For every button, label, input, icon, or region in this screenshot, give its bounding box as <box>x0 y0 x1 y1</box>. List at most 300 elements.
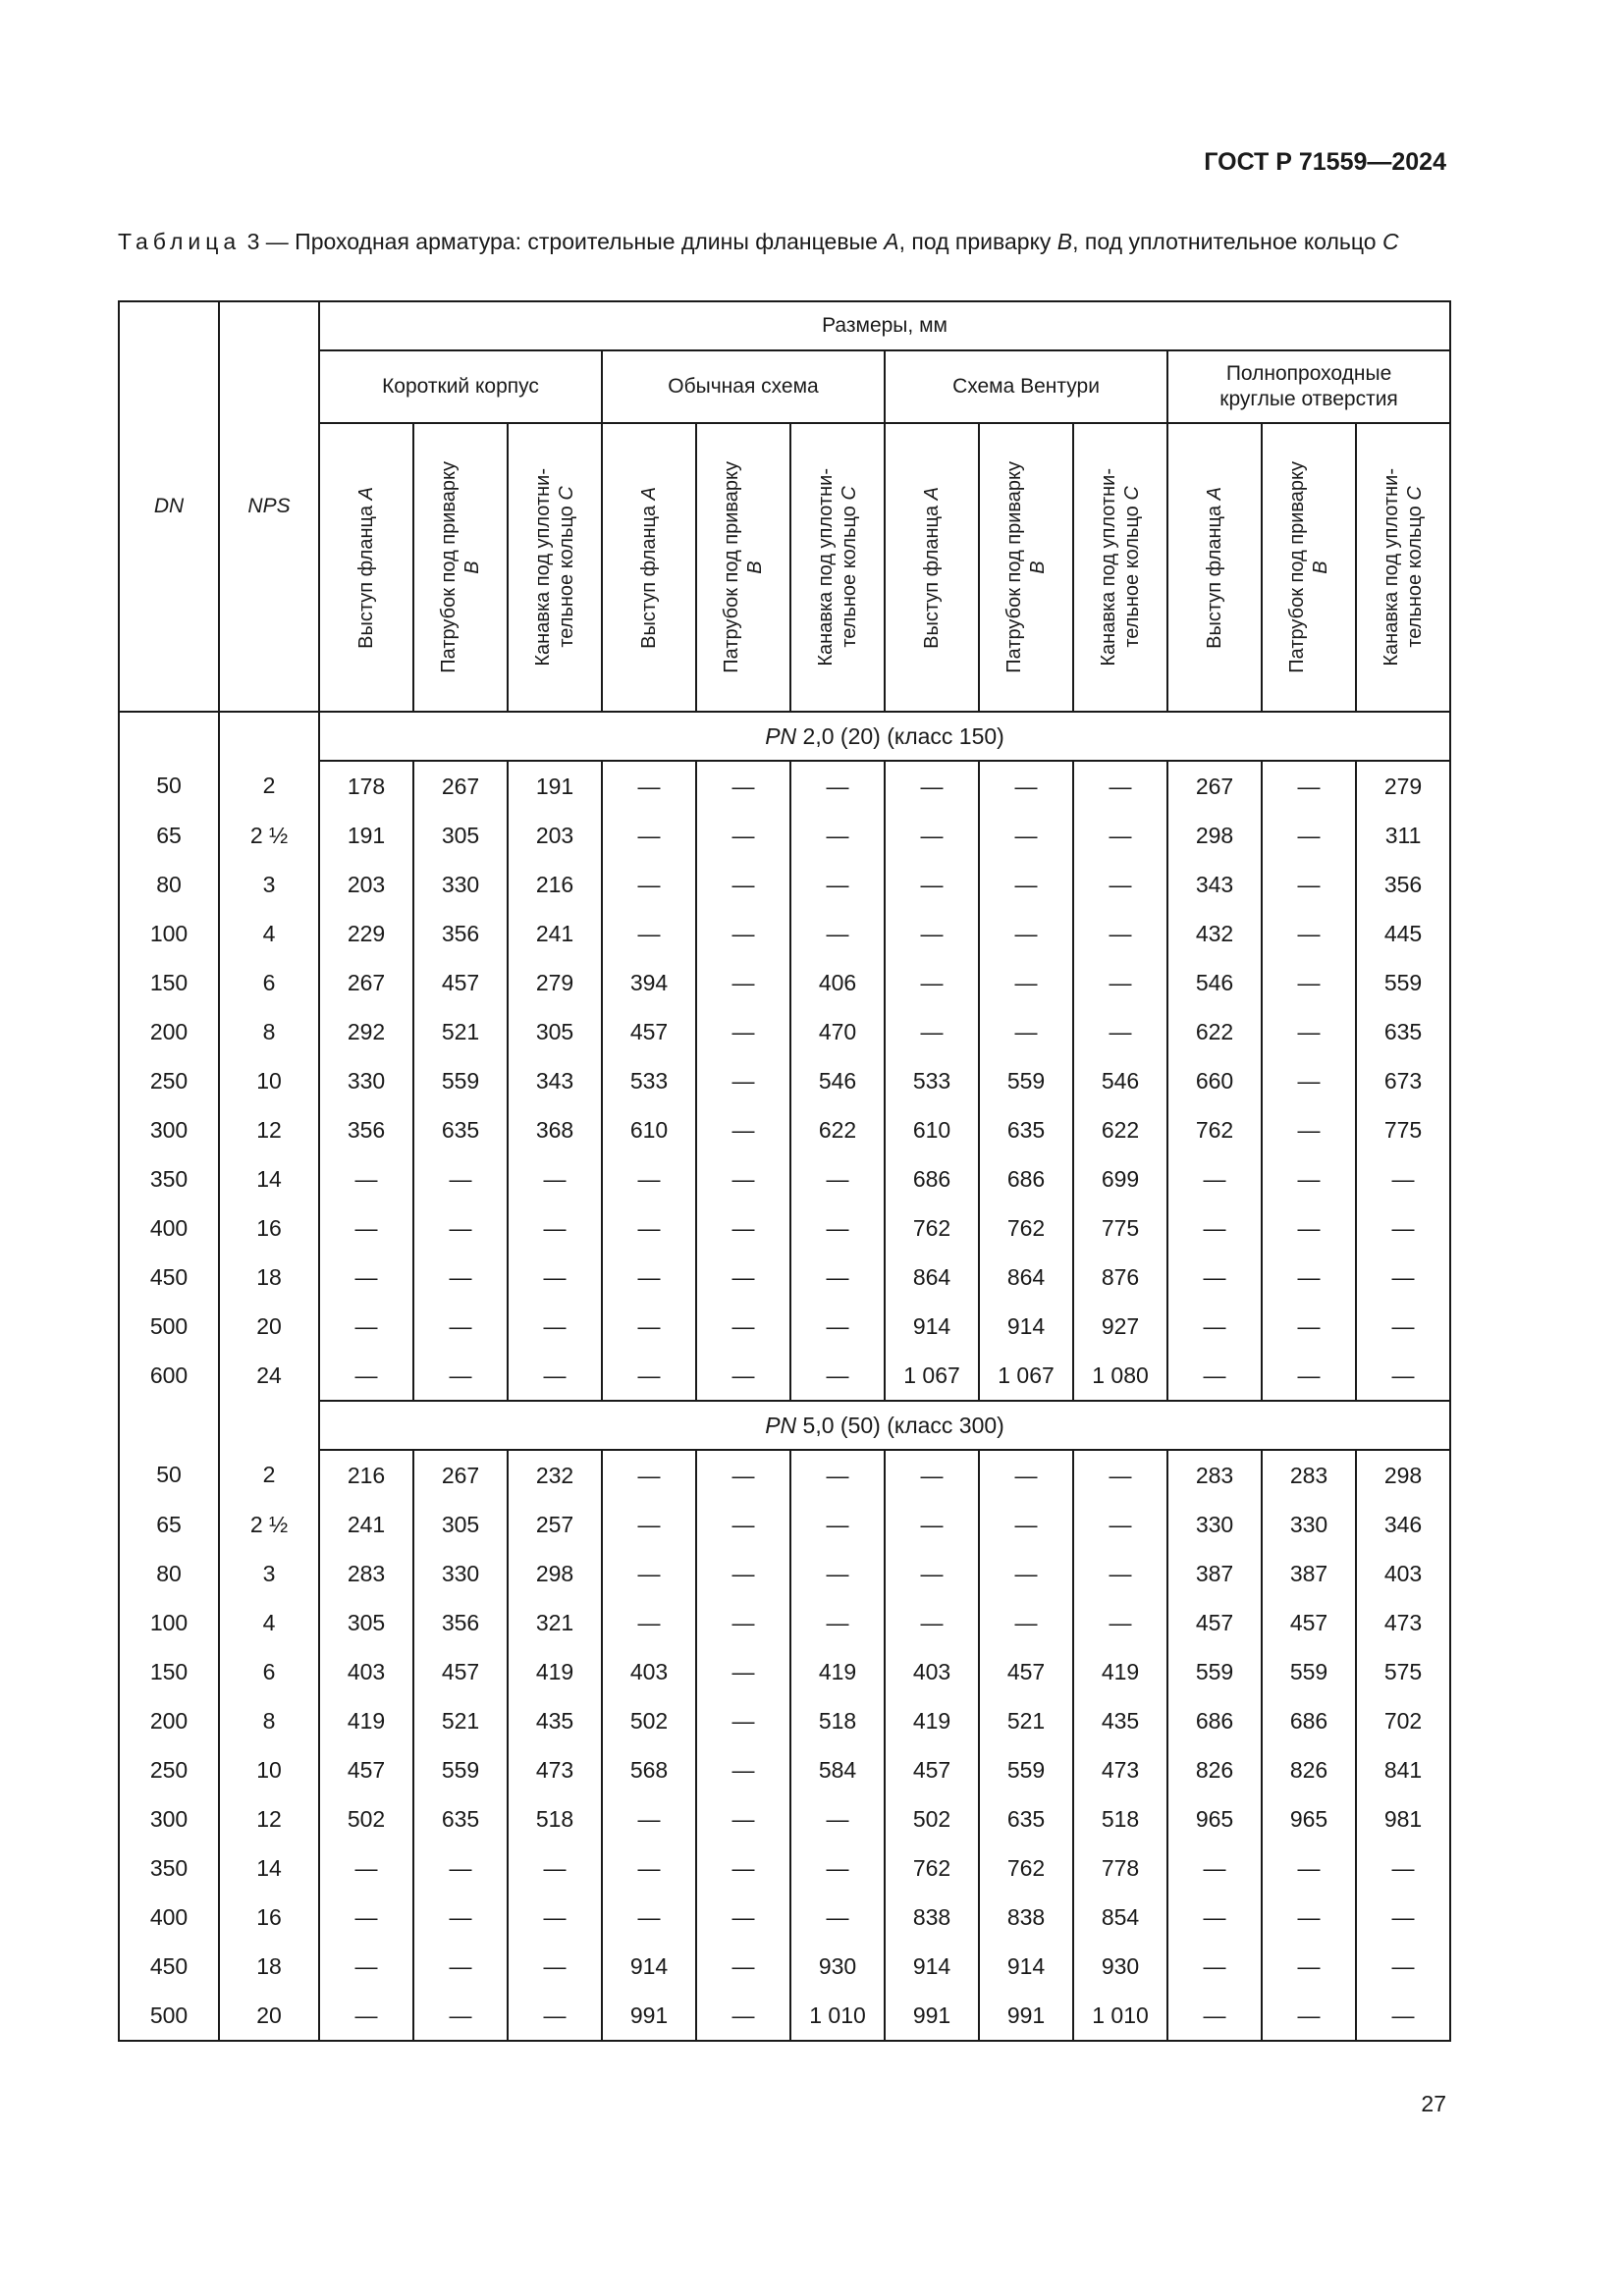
table-cell: — <box>790 1843 885 1893</box>
table-cell: 279 <box>1356 761 1450 811</box>
table-cell: — <box>1167 1253 1262 1302</box>
table-cell: — <box>696 1647 790 1696</box>
table-cell: — <box>319 1253 413 1302</box>
table-cell: — <box>696 1696 790 1745</box>
table-cell: 699 <box>1073 1154 1167 1203</box>
section-label-text: 5,0 (50) (класс 300) <box>796 1412 1004 1438</box>
table-cell: 521 <box>413 1007 508 1056</box>
table-cell: 838 <box>885 1893 979 1942</box>
document-code: ГОСТ Р 71559—2024 <box>1204 148 1446 176</box>
table-cell: — <box>602 1450 696 1500</box>
subheader-weld-g1 <box>413 423 508 712</box>
table-cell: — <box>1262 909 1356 958</box>
cell-nps: 12 <box>219 1794 319 1843</box>
table-cell: — <box>508 1203 602 1253</box>
table-cell: — <box>696 1056 790 1105</box>
cell-nps: 18 <box>219 1253 319 1302</box>
table-cell: 457 <box>319 1745 413 1794</box>
table-cell: — <box>602 1893 696 1942</box>
table-cell: 673 <box>1356 1056 1450 1105</box>
table-cell: 232 <box>508 1450 602 1500</box>
cell-dn: 500 <box>119 1991 219 2041</box>
table-cell: 559 <box>413 1056 508 1105</box>
table-cell: 356 <box>319 1105 413 1154</box>
table-cell: 457 <box>413 1647 508 1696</box>
table-cell: — <box>1167 1302 1262 1351</box>
table-cell: 838 <box>979 1893 1073 1942</box>
cell-dn: 80 <box>119 1549 219 1598</box>
table-cell: — <box>790 811 885 860</box>
group-full-bore <box>1167 350 1450 423</box>
cell-dn: 150 <box>119 958 219 1007</box>
table-cell: 502 <box>602 1696 696 1745</box>
table-cell: 473 <box>508 1745 602 1794</box>
table-cell: 660 <box>1167 1056 1262 1105</box>
table-cell: 762 <box>1167 1105 1262 1154</box>
table-cell: — <box>696 811 790 860</box>
table-cell: 559 <box>979 1745 1073 1794</box>
table-cell: — <box>508 1893 602 1942</box>
table-cell: — <box>319 1991 413 2041</box>
table-cell: — <box>696 1942 790 1991</box>
section-pressure-label <box>319 712 1450 761</box>
table-cell: 991 <box>885 1991 979 2041</box>
table-cell: — <box>413 1351 508 1401</box>
table-cell: 305 <box>508 1007 602 1056</box>
table-row <box>119 1794 1450 1843</box>
subheader-weld-g2 <box>696 423 790 712</box>
table-cell: 343 <box>508 1056 602 1105</box>
table-cell: — <box>602 1253 696 1302</box>
table-cell: — <box>979 860 1073 909</box>
table-cell: — <box>696 1302 790 1351</box>
table-cell: 775 <box>1356 1105 1450 1154</box>
caption-letter-a: A <box>884 229 899 254</box>
table-cell: — <box>602 1794 696 1843</box>
table-cell: — <box>696 1598 790 1647</box>
cell-dn: 300 <box>119 1794 219 1843</box>
table-cell: 216 <box>319 1450 413 1500</box>
table-cell: 330 <box>413 860 508 909</box>
table-cell: — <box>1167 1351 1262 1401</box>
table-cell: — <box>696 1549 790 1598</box>
group-standard-scheme: Обычная схема <box>602 350 885 423</box>
table-row <box>119 1893 1450 1942</box>
subheader-flange-g4 <box>1167 423 1262 712</box>
table-cell: — <box>979 811 1073 860</box>
table-cell: 864 <box>885 1253 979 1302</box>
table-cell: 346 <box>1356 1500 1450 1549</box>
subheader-flange-g1 <box>319 423 413 712</box>
cell-nps: 4 <box>219 909 319 958</box>
cell-nps: 14 <box>219 1154 319 1203</box>
subheader-text: C <box>1404 486 1427 502</box>
table-cell: 298 <box>508 1549 602 1598</box>
table-cell: 203 <box>319 860 413 909</box>
table-row <box>119 860 1450 909</box>
table-cell: — <box>1356 1843 1450 1893</box>
subheader-text: Патрубок под приварку <box>1003 461 1025 673</box>
table-cell: 343 <box>1167 860 1262 909</box>
table-row <box>119 1843 1450 1893</box>
table-cell: 914 <box>979 1302 1073 1351</box>
table-cell: 965 <box>1262 1794 1356 1843</box>
table-cell: — <box>508 1942 602 1991</box>
table-cell: 622 <box>1167 1007 1262 1056</box>
table-cell: — <box>696 1745 790 1794</box>
table-cell: 533 <box>602 1056 696 1105</box>
caption-text-3: , под уплотнительное кольцо <box>1072 229 1382 254</box>
table-cell: — <box>696 1893 790 1942</box>
table-cell: 283 <box>319 1549 413 1598</box>
table-row <box>119 909 1450 958</box>
table-cell: 635 <box>1356 1007 1450 1056</box>
table-cell: 1 010 <box>790 1991 885 2041</box>
table-cell: — <box>790 1549 885 1598</box>
subheader-text: B <box>1027 561 1049 574</box>
table-cell: — <box>1262 1302 1356 1351</box>
table-cell: 305 <box>413 1500 508 1549</box>
table-cell: 419 <box>885 1696 979 1745</box>
cell-nps: 16 <box>219 1893 319 1942</box>
table-cell: — <box>602 811 696 860</box>
table-cell: 914 <box>885 1942 979 1991</box>
subheader-text: Канавка под уплотни- <box>532 468 554 667</box>
cell-dn: 250 <box>119 1056 219 1105</box>
cell-nps: 20 <box>219 1302 319 1351</box>
table-cell: — <box>790 761 885 811</box>
cell-nps: 2 <box>219 761 319 811</box>
table-cell: — <box>413 1843 508 1893</box>
table-cell: — <box>1356 1302 1450 1351</box>
table-row <box>119 811 1450 860</box>
subheader-flange-g2 <box>602 423 696 712</box>
table-cell: — <box>790 1154 885 1203</box>
table-cell: — <box>1073 811 1167 860</box>
cell-dn: 600 <box>119 1351 219 1401</box>
table-cell: 457 <box>885 1745 979 1794</box>
table-cell: — <box>602 1843 696 1893</box>
table-cell: 406 <box>790 958 885 1007</box>
subheader-text: C <box>839 486 860 502</box>
caption-text-2: , под приварку <box>898 229 1057 254</box>
table-row <box>119 1647 1450 1696</box>
subheader-row <box>119 423 1450 712</box>
table-cell: 1 067 <box>979 1351 1073 1401</box>
table-cell: — <box>319 1942 413 1991</box>
table-cell: — <box>979 1007 1073 1056</box>
caption-dash: — <box>259 229 296 254</box>
group-venturi-scheme: Схема Вентури <box>885 350 1167 423</box>
table-cell: — <box>1356 1942 1450 1991</box>
table-cell: — <box>1073 1450 1167 1500</box>
table-cell: 257 <box>508 1500 602 1549</box>
subheader-text: Выступ фланца <box>638 499 660 649</box>
table-cell: — <box>696 1991 790 2041</box>
table-cell: 826 <box>1262 1745 1356 1794</box>
table-cell: 435 <box>508 1696 602 1745</box>
subheader-text: Выступ фланца <box>355 499 377 649</box>
table-cell: — <box>696 958 790 1007</box>
cell-nps: 20 <box>219 1991 319 2041</box>
subheader-text: тельное кольцо <box>1404 501 1427 649</box>
table-cell: 622 <box>1073 1105 1167 1154</box>
subheader-groove-g1 <box>508 423 602 712</box>
table-cell: — <box>790 909 885 958</box>
cell-nps: 6 <box>219 1647 319 1696</box>
table-cell: — <box>319 1843 413 1893</box>
cell-nps: 6 <box>219 958 319 1007</box>
cell-dn: 450 <box>119 1942 219 1991</box>
table-cell: — <box>1262 1154 1356 1203</box>
table-cell: 622 <box>790 1105 885 1154</box>
table-cell: 914 <box>979 1942 1073 1991</box>
table-cell: — <box>1073 1598 1167 1647</box>
table-cell: 216 <box>508 860 602 909</box>
table-cell: 457 <box>413 958 508 1007</box>
subheader-groove-g2 <box>790 423 885 712</box>
table-cell: 356 <box>1356 860 1450 909</box>
group-full-bore-line-1: Полнопроходные <box>1225 362 1392 385</box>
header-dn: DN <box>119 301 219 712</box>
table-cell: 930 <box>790 1942 885 1991</box>
pn-label: PN <box>765 1412 797 1438</box>
table-cell: — <box>319 1893 413 1942</box>
cell-dn: 200 <box>119 1007 219 1056</box>
table-cell: 330 <box>1167 1500 1262 1549</box>
subheader-text: тельное кольцо <box>556 501 577 649</box>
table-cell: 762 <box>885 1203 979 1253</box>
table-cell: — <box>1262 1991 1356 2041</box>
table-cell: — <box>1262 1942 1356 1991</box>
table-cell: 457 <box>1262 1598 1356 1647</box>
table-cell: 203 <box>508 811 602 860</box>
table-cell: 298 <box>1167 811 1262 860</box>
cell-nps: 3 <box>219 860 319 909</box>
table-cell: 229 <box>319 909 413 958</box>
table-cell: 864 <box>979 1253 1073 1302</box>
table-cell: — <box>602 1549 696 1598</box>
table-row <box>119 1351 1450 1401</box>
table-cell: 518 <box>1073 1794 1167 1843</box>
table-cell: — <box>1356 1893 1450 1942</box>
subheader-text: тельное кольцо <box>1121 501 1143 649</box>
cell-dn: 400 <box>119 1203 219 1253</box>
table-cell: 457 <box>602 1007 696 1056</box>
table-cell: — <box>790 1794 885 1843</box>
table-cell: 927 <box>1073 1302 1167 1351</box>
table-cell: — <box>1356 1253 1450 1302</box>
table-cell: 930 <box>1073 1942 1167 1991</box>
table-cell: — <box>1356 1351 1450 1401</box>
cell-nps: 24 <box>219 1351 319 1401</box>
table-cell: 762 <box>979 1843 1073 1893</box>
cell-nps: 16 <box>219 1203 319 1253</box>
table-cell: 473 <box>1356 1598 1450 1647</box>
table-cell: 321 <box>508 1598 602 1647</box>
subheader-text: B <box>744 561 766 574</box>
table-cell: — <box>885 1549 979 1598</box>
table-cell: — <box>885 860 979 909</box>
table-cell: — <box>696 860 790 909</box>
table-row <box>119 1203 1450 1253</box>
table-cell: — <box>979 1598 1073 1647</box>
table-cell: — <box>790 1893 885 1942</box>
table-cell: 521 <box>413 1696 508 1745</box>
subheader-text: C <box>1121 486 1143 502</box>
cell-dn: 150 <box>119 1647 219 1696</box>
table-cell: — <box>602 860 696 909</box>
table-cell: — <box>979 761 1073 811</box>
table-cell: — <box>885 1450 979 1500</box>
table-cell: 330 <box>413 1549 508 1598</box>
table-cell: 356 <box>413 1598 508 1647</box>
table-cell: — <box>885 958 979 1007</box>
table-cell: — <box>885 1598 979 1647</box>
cell-nps: 18 <box>219 1942 319 1991</box>
table-cell: — <box>413 1893 508 1942</box>
table-cell: — <box>790 1253 885 1302</box>
table-cell: 298 <box>1356 1450 1450 1500</box>
table-cell: 635 <box>413 1105 508 1154</box>
table-cell: 584 <box>790 1745 885 1794</box>
table-cell: — <box>413 1991 508 2041</box>
table-cell: 914 <box>602 1942 696 1991</box>
table-cell: — <box>1262 1105 1356 1154</box>
table-cell: 457 <box>1167 1598 1262 1647</box>
table-cell: — <box>413 1942 508 1991</box>
cell-dn: 300 <box>119 1105 219 1154</box>
table-cell: — <box>979 909 1073 958</box>
table-cell: — <box>1262 1893 1356 1942</box>
table-body <box>119 712 1450 2041</box>
cell-dn: 350 <box>119 1154 219 1203</box>
cell-nps: 14 <box>219 1843 319 1893</box>
cell-dn: 450 <box>119 1253 219 1302</box>
table-row <box>119 1154 1450 1203</box>
table-cell: — <box>696 1203 790 1253</box>
table-cell: 292 <box>319 1007 413 1056</box>
table-cell: 518 <box>790 1696 885 1745</box>
table-cell: — <box>696 1794 790 1843</box>
table-cell: — <box>508 1154 602 1203</box>
table-row <box>119 958 1450 1007</box>
table-cell: 559 <box>979 1056 1073 1105</box>
table-cell: — <box>885 811 979 860</box>
table-cell: — <box>1356 1991 1450 2041</box>
table-cell: — <box>1167 1991 1262 2041</box>
table-cell: — <box>790 1598 885 1647</box>
table-cell: 241 <box>319 1500 413 1549</box>
table-cell: 1 010 <box>1073 1991 1167 2041</box>
table-cell: — <box>602 1500 696 1549</box>
table-cell: 368 <box>508 1105 602 1154</box>
table-cell: 559 <box>413 1745 508 1794</box>
table-cell: — <box>602 1302 696 1351</box>
cell-dn: 65 <box>119 1500 219 1549</box>
cell-dn: 100 <box>119 1598 219 1647</box>
table-cell: 419 <box>319 1696 413 1745</box>
table-cell: — <box>1262 1351 1356 1401</box>
table-cell: 241 <box>508 909 602 958</box>
table-cell: — <box>1073 860 1167 909</box>
table-cell: — <box>790 1302 885 1351</box>
table-cell: 686 <box>1167 1696 1262 1745</box>
table-cell: — <box>1262 1007 1356 1056</box>
table-row <box>119 1696 1450 1745</box>
table-cell: — <box>319 1302 413 1351</box>
table-cell: 403 <box>885 1647 979 1696</box>
section-nps-spacer <box>219 1401 319 1450</box>
subheader-text: Патрубок под приварку <box>438 461 460 673</box>
table-cell: 841 <box>1356 1745 1450 1794</box>
table-cell: — <box>1262 958 1356 1007</box>
table-cell: — <box>1262 1253 1356 1302</box>
dimensions-table <box>118 300 1451 2042</box>
table-row <box>119 761 1450 811</box>
table-cell: — <box>885 1500 979 1549</box>
table-cell: — <box>1356 1154 1450 1203</box>
cell-dn: 65 <box>119 811 219 860</box>
cell-nps: 10 <box>219 1745 319 1794</box>
table-cell: 356 <box>413 909 508 958</box>
cell-nps: 4 <box>219 1598 319 1647</box>
table-cell: — <box>319 1154 413 1203</box>
table-row <box>119 1942 1450 1991</box>
section-dn-spacer <box>119 712 219 761</box>
section-label-text: 2,0 (20) (класс 150) <box>796 722 1004 749</box>
table-cell: 502 <box>885 1794 979 1843</box>
cell-nps: 2 ½ <box>219 1500 319 1549</box>
table-cell: 445 <box>1356 909 1450 958</box>
cell-dn: 200 <box>119 1696 219 1745</box>
table-cell: 419 <box>790 1647 885 1696</box>
cell-dn: 50 <box>119 761 219 811</box>
section-dn-spacer <box>119 1401 219 1450</box>
table-cell: 521 <box>979 1696 1073 1745</box>
cell-nps: 8 <box>219 1696 319 1745</box>
table-cell: — <box>696 1351 790 1401</box>
table-cell: 178 <box>319 761 413 811</box>
table-cell: — <box>413 1203 508 1253</box>
table-cell: 1 067 <box>885 1351 979 1401</box>
table-row <box>119 1056 1450 1105</box>
table-cell: — <box>979 958 1073 1007</box>
table-cell: 981 <box>1356 1794 1450 1843</box>
table-cell: — <box>1167 1843 1262 1893</box>
table-cell: 387 <box>1262 1549 1356 1598</box>
table-cell: 191 <box>508 761 602 811</box>
table-cell: 610 <box>885 1105 979 1154</box>
table-cell: 965 <box>1167 1794 1262 1843</box>
table-cell: 686 <box>1262 1696 1356 1745</box>
table-cell: 568 <box>602 1745 696 1794</box>
table-cell: 575 <box>1356 1647 1450 1696</box>
table-cell: — <box>1073 909 1167 958</box>
table-cell: — <box>1167 1942 1262 1991</box>
cell-dn: 50 <box>119 1450 219 1500</box>
table-cell: 330 <box>1262 1500 1356 1549</box>
table-cell: — <box>1262 860 1356 909</box>
table-cell: 403 <box>1356 1549 1450 1598</box>
table-cell: 546 <box>790 1056 885 1105</box>
table-cell: — <box>1073 958 1167 1007</box>
table-cell: — <box>508 1302 602 1351</box>
table-cell: 473 <box>1073 1745 1167 1794</box>
table-cell: — <box>508 1253 602 1302</box>
table-cell: — <box>413 1253 508 1302</box>
caption-label: Таблица <box>118 229 242 254</box>
